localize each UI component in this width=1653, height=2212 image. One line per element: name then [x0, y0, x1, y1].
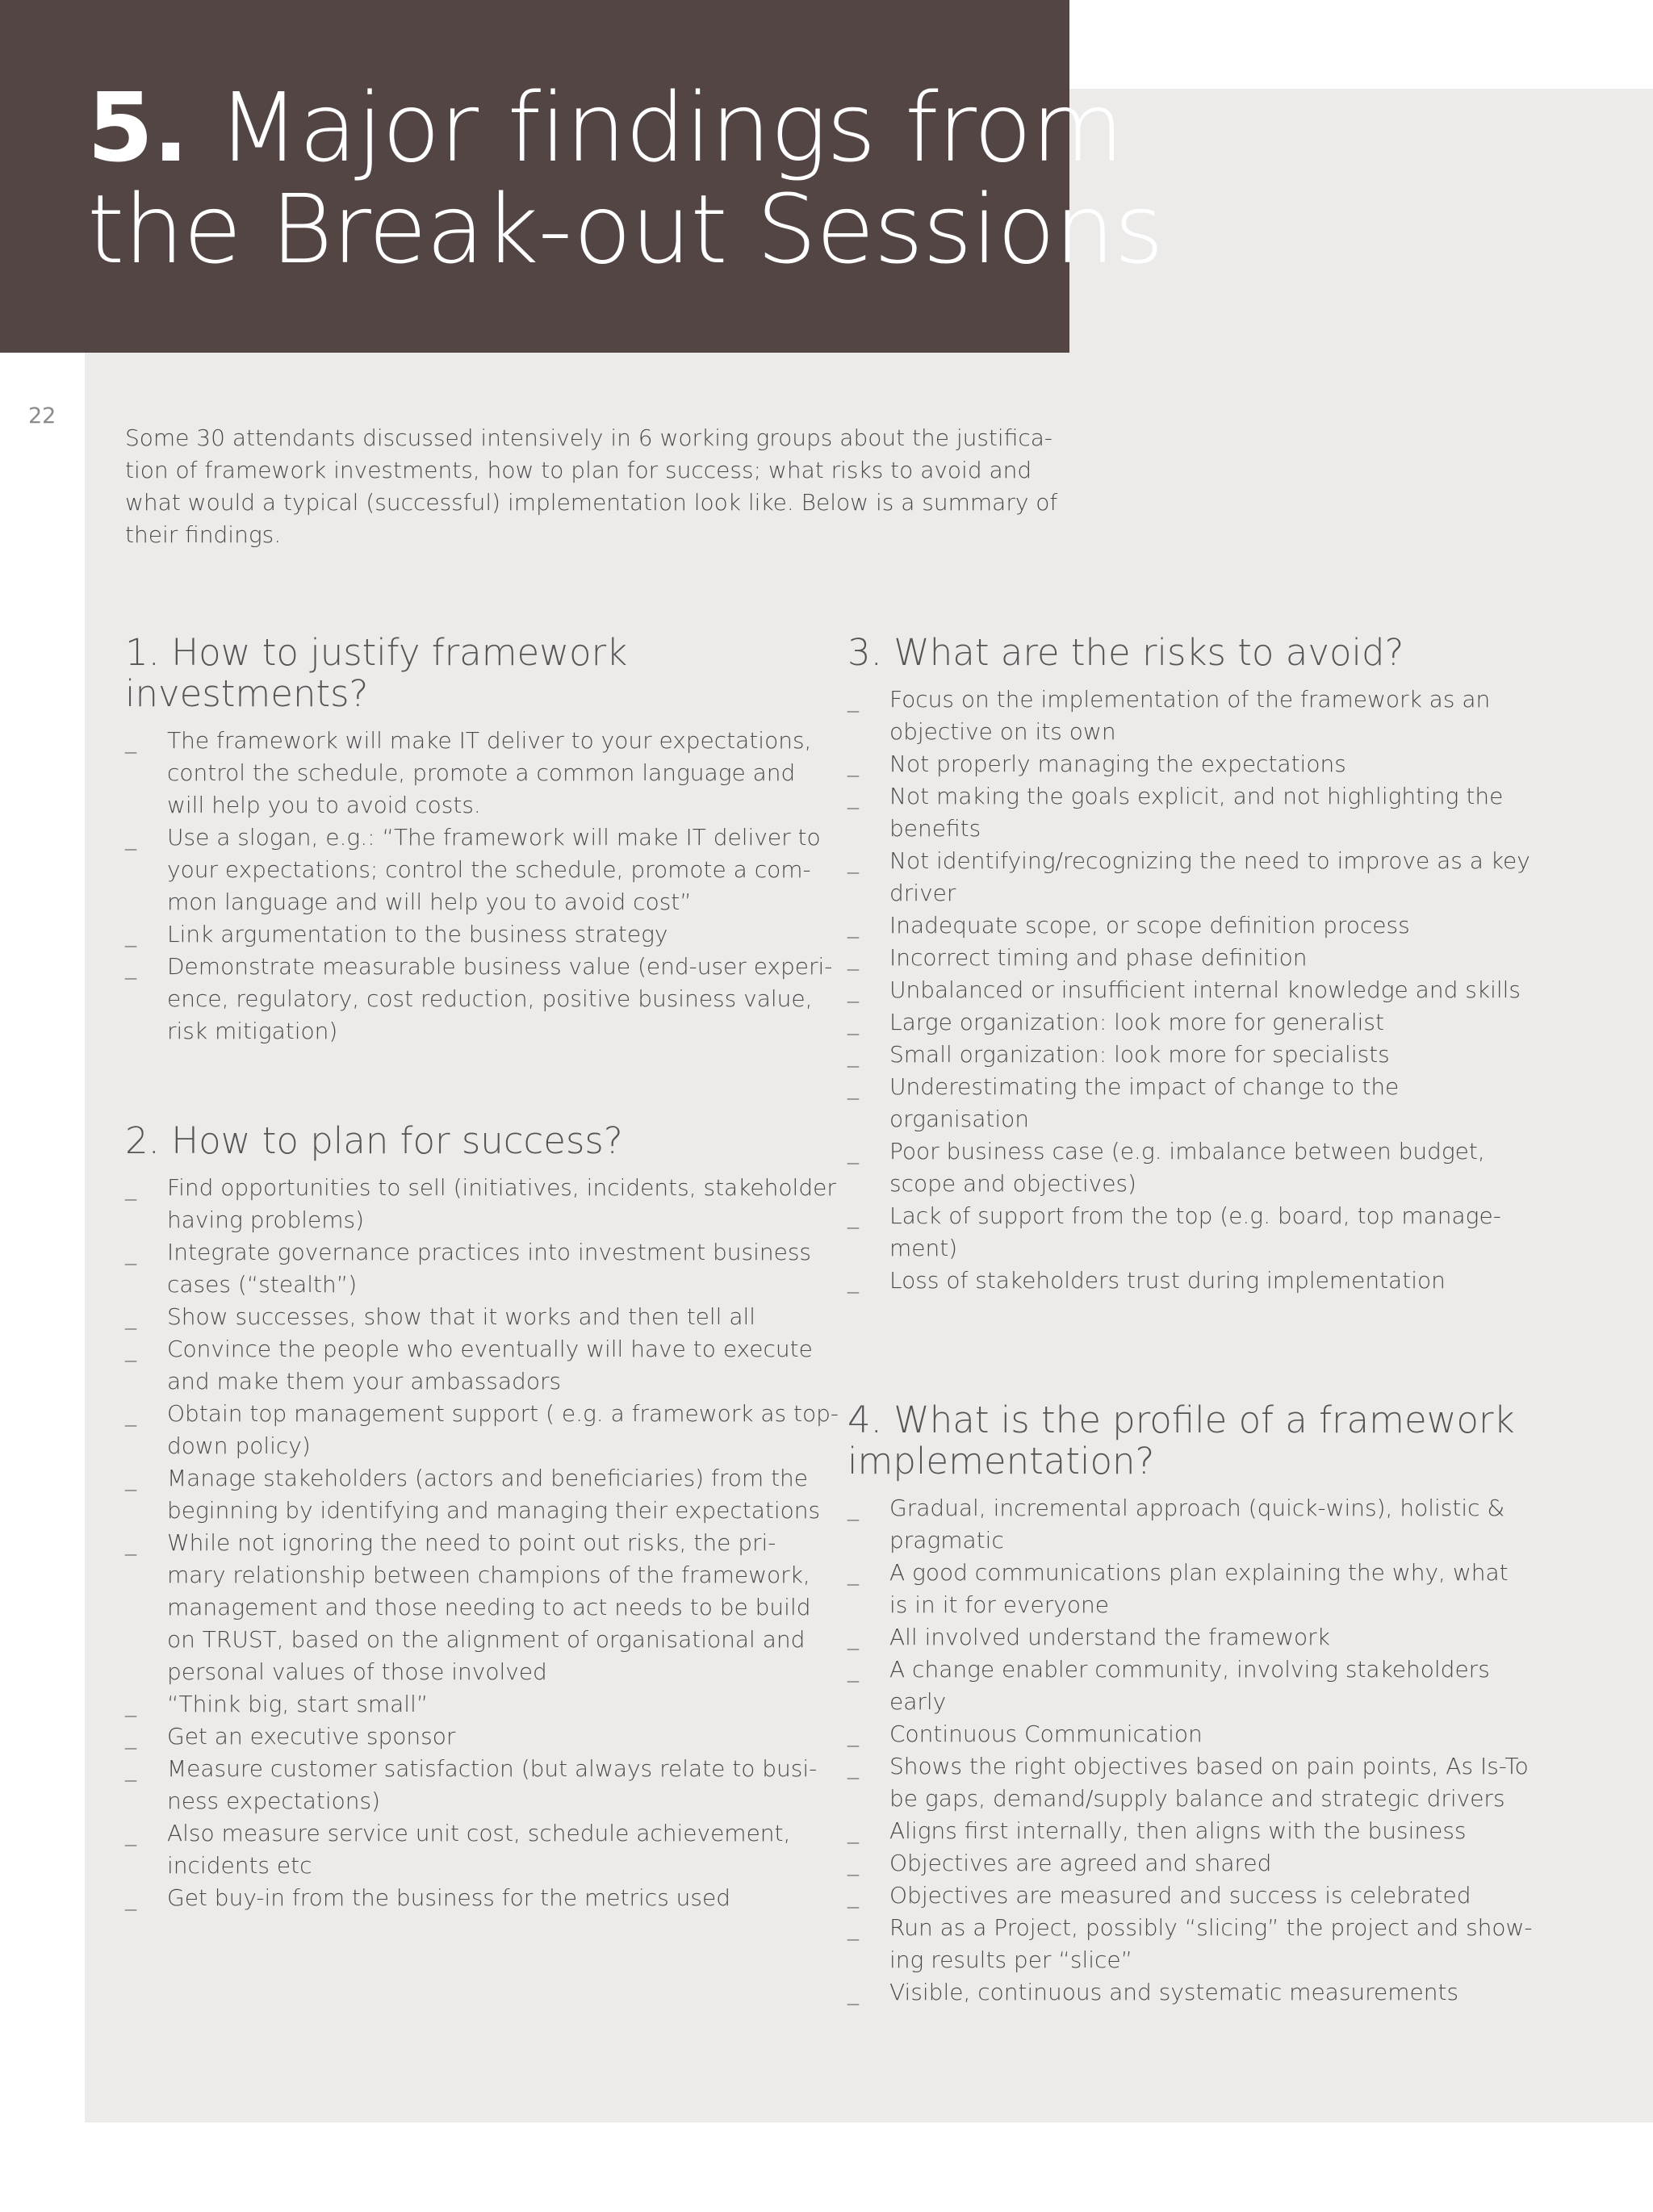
bullet-dash: _ — [847, 1559, 859, 1586]
bullet-dash: _ — [125, 1884, 136, 1911]
list-item-line: benefits — [889, 815, 981, 842]
section-risks-to-avoid — [847, 632, 1574, 1297]
bullet-dash: _ — [847, 1202, 859, 1229]
section-heading — [125, 1120, 827, 1161]
list-item — [847, 684, 1574, 748]
list-item-line: Aligns first internally, then aligns with the business — [889, 1817, 1467, 1844]
list-item-line: Focus on the implementation of the framework as an — [889, 686, 1491, 713]
list-item-line: beginning by identifying and managing their expectations — [167, 1497, 821, 1524]
bullet-dash: _ — [847, 1041, 859, 1068]
list-item-line: Manage stakeholders (actors and beneficiaries) from the — [167, 1465, 809, 1491]
list-item-line: on TRUST, based on the alignment of organisational and — [167, 1626, 806, 1653]
list-item-line: management and those needing to act needs to be build — [167, 1594, 811, 1620]
section-implementation-profile — [847, 1399, 1574, 2009]
list-item — [125, 822, 827, 918]
list-item — [125, 918, 827, 951]
bullet-dash: _ — [847, 847, 859, 874]
bullet-dash: _ — [847, 686, 859, 713]
list-item-line: A change enabler community, involving stakeholders — [889, 1656, 1490, 1683]
bullet-dash: _ — [847, 1009, 859, 1035]
list-item-line: Incorrect timing and phase definition — [889, 944, 1308, 971]
section-heading — [847, 1399, 1574, 1482]
list-item — [125, 1172, 836, 1236]
list-item — [125, 951, 833, 1047]
bullet-dash: _ — [125, 1303, 136, 1330]
bullet-dash: _ — [847, 1267, 859, 1294]
list-item-line: Get an executive sponsor — [167, 1723, 456, 1750]
list-item-line: having problems) — [167, 1206, 365, 1233]
list-item — [125, 1398, 839, 1462]
list-item — [847, 1621, 1574, 1654]
section-heading-line: 2. How to plan for success? — [125, 1119, 623, 1162]
list-item-line: is in it for everyone — [889, 1591, 1109, 1618]
list-item — [847, 1750, 1574, 1815]
list-item — [847, 1976, 1574, 2009]
bullet-dash: _ — [847, 1979, 859, 2005]
list-item-line: Visible, continuous and systematic measurements — [889, 1979, 1459, 2005]
list-item — [847, 1847, 1574, 1880]
intro-paragraph — [125, 422, 1058, 551]
list-item — [847, 1200, 1574, 1265]
list-item-line: Measure customer satisfaction (but always relate to busi- — [167, 1755, 818, 1782]
list-item-line: Large organization: look more for generalist — [889, 1009, 1384, 1035]
page-number: 22 — [28, 404, 56, 429]
intro-line: tion of framework investments, how to plan for success; what risks to avoid and — [125, 457, 1032, 483]
list-item-line: All involved understand the framework — [889, 1624, 1330, 1650]
section-heading-line: investments? — [125, 672, 369, 715]
intro-line: what would a typical (successful) implementation look like. Below is a summary of — [125, 489, 1058, 516]
intro-line: Some 30 attendants discussed intensively in 6 working groups about the justifica- — [125, 424, 1052, 451]
list-item-line: Underestimating the impact of change to the — [889, 1073, 1400, 1100]
bullet-dash: _ — [847, 783, 859, 809]
list-item-line: Poor business case (e.g. imbalance between budget, — [889, 1138, 1485, 1165]
list-item-line: While not ignoring the need to point out risks, the pri- — [167, 1529, 776, 1556]
list-item-line: mary relationship between champions of the framework, — [167, 1562, 810, 1588]
bullet-list — [125, 1172, 839, 1914]
list-item-line: ence, regulatory, cost reduction, positive business value, — [167, 985, 813, 1012]
section-heading-line: 1. How to justify framework — [125, 631, 628, 674]
list-item-line: Integrate governance practices into investment business — [167, 1239, 811, 1265]
bullet-dash: _ — [125, 921, 136, 947]
list-item — [847, 909, 1574, 942]
list-item-line: “Think big, start small” — [167, 1691, 429, 1717]
list-item — [847, 1135, 1574, 1200]
list-item-line: Use a slogan, e.g.: “The framework will make IT deliver to — [167, 824, 821, 851]
bullet-dash: _ — [125, 1400, 136, 1427]
list-item — [847, 1039, 1574, 1071]
list-item-line: down policy) — [167, 1432, 311, 1459]
list-item — [847, 1265, 1574, 1297]
section-heading — [125, 632, 827, 714]
list-item-line: The framework will make IT deliver to your expectations, — [167, 727, 812, 754]
title-line: the Break-out Sessions — [87, 174, 1163, 285]
title-banner — [0, 0, 1163, 353]
list-item — [125, 1236, 827, 1301]
intro-line: their findings. — [125, 521, 282, 548]
list-item — [125, 1753, 827, 1817]
list-item-line: Shows the right objectives based on pain points, As Is-To — [889, 1753, 1529, 1779]
list-item — [847, 845, 1574, 909]
list-item-line: ment) — [889, 1235, 958, 1261]
bullet-list — [125, 725, 833, 1047]
list-item-line: Objectives are measured and success is celebrated — [889, 1882, 1471, 1909]
list-item — [847, 1071, 1574, 1135]
bullet-dash: _ — [125, 953, 136, 980]
list-item — [125, 1301, 827, 1333]
list-item-line: Also measure service unit cost, schedule achievement, — [167, 1820, 791, 1846]
list-item — [125, 725, 827, 822]
list-item-line: Demonstrate measurable business value (end-user experi- — [167, 953, 833, 980]
list-item-line: cases (“stealth”) — [167, 1271, 358, 1298]
list-item-line: Convince the people who eventually will have to execute — [167, 1336, 813, 1362]
list-item-line: control the schedule, promote a common language and — [167, 759, 796, 786]
bullet-dash: _ — [847, 1882, 859, 1909]
list-item — [847, 1880, 1574, 1912]
list-item-line: Lack of support from the top (e.g. board, top manage- — [889, 1202, 1501, 1229]
list-item — [125, 1333, 827, 1398]
list-item-line: driver — [889, 880, 956, 906]
bullet-dash: _ — [847, 1850, 859, 1876]
list-item — [847, 1654, 1574, 1718]
list-item-line: Continuous Communication — [889, 1721, 1203, 1747]
list-item-line: early — [889, 1688, 947, 1715]
bullet-dash: _ — [847, 1721, 859, 1747]
list-item — [125, 1721, 827, 1753]
list-item-line: Show successes, show that it works and then tell all — [167, 1303, 756, 1330]
list-item-line: Link argumentation to the business strategy — [167, 921, 668, 947]
list-item-line: be gaps, demand/supply balance and strategic drivers — [889, 1785, 1505, 1812]
list-item-line: pragmatic — [889, 1527, 1004, 1553]
section-heading-line: implementation? — [847, 1440, 1155, 1482]
title-line — [87, 72, 1163, 183]
bullet-dash: _ — [847, 1624, 859, 1650]
bullet-dash: _ — [125, 1239, 136, 1265]
title-text: Major findings from — [217, 72, 1124, 183]
bullet-dash: _ — [125, 1174, 136, 1201]
section-heading-line: 3. What are the risks to avoid? — [847, 631, 1404, 674]
bullet-dash: _ — [847, 912, 859, 939]
bullet-dash: _ — [847, 1495, 859, 1521]
list-item-line: ness expectations) — [167, 1788, 381, 1814]
list-item-line: Obtain top management support ( e.g. a framework as top- — [167, 1400, 839, 1427]
list-item — [847, 942, 1574, 974]
list-item-line: Loss of stakeholders trust during implementation — [889, 1267, 1446, 1294]
list-item-line: will help you to avoid costs. — [167, 792, 481, 818]
bullet-list — [847, 1492, 1574, 2009]
list-item — [125, 1688, 827, 1721]
section-plan-for-success — [125, 1119, 839, 1914]
list-item-line: organisation — [889, 1106, 1030, 1132]
list-item — [847, 1492, 1574, 1557]
list-item-line: Run as a Project, possibly “slicing” the project and show- — [889, 1914, 1533, 1941]
bullet-list — [847, 684, 1574, 1297]
list-item-line: Small organization: look more for specialists — [889, 1041, 1390, 1068]
list-item-line: Get buy-in from the business for the metrics used — [167, 1884, 731, 1911]
list-item-line: Gradual, incremental approach (quick-wins), holistic & — [889, 1495, 1505, 1521]
bullet-dash: _ — [847, 1914, 859, 1941]
list-item — [125, 1817, 827, 1882]
list-item-line: A good communications plan explaining the why, what — [889, 1559, 1509, 1586]
list-item — [847, 780, 1574, 845]
list-item-line: and make them your ambassadors — [167, 1368, 562, 1395]
bullet-dash: _ — [125, 824, 136, 851]
list-item-line: personal values of those involved — [167, 1658, 547, 1685]
list-item-line: objective on its own — [889, 718, 1116, 745]
section-justify-investments — [125, 631, 833, 1047]
list-item — [847, 748, 1574, 780]
list-item-line: ing results per “slice” — [889, 1946, 1133, 1973]
section-heading — [847, 632, 1574, 673]
list-item — [125, 1882, 827, 1914]
bullet-dash: _ — [847, 1753, 859, 1779]
list-item — [847, 1718, 1574, 1750]
list-item — [125, 1462, 827, 1527]
bullet-dash: _ — [847, 1817, 859, 1844]
bullet-dash: _ — [847, 976, 859, 1003]
bullet-dash: _ — [847, 1073, 859, 1100]
list-item — [847, 1912, 1574, 1976]
bullet-dash: _ — [125, 1755, 136, 1782]
bullet-dash: _ — [847, 944, 859, 971]
list-item-line: incidents etc — [167, 1852, 312, 1879]
bullet-dash: _ — [125, 1691, 136, 1717]
list-item-line: Inadequate scope, or scope definition process — [889, 912, 1410, 939]
list-item-line: Not identifying/recognizing the need to improve as a key — [889, 847, 1530, 874]
section-heading-line: 4. What is the profile of a framework — [847, 1399, 1515, 1441]
list-item-line: Find opportunities to sell (initiatives, incidents, stakeholder — [167, 1174, 836, 1201]
list-item-line: Not properly managing the expectations — [889, 751, 1346, 777]
list-item-line: mon language and will help you to avoid cost” — [167, 889, 692, 915]
list-item — [125, 1527, 827, 1688]
chapter-number: 5. — [87, 72, 188, 183]
bullet-dash: _ — [125, 727, 136, 754]
list-item — [847, 1006, 1574, 1039]
list-item-line: Objectives are agreed and shared — [889, 1850, 1272, 1876]
list-item-line: your expectations; control the schedule, promote a com- — [167, 856, 811, 883]
bullet-dash: _ — [847, 751, 859, 777]
bullet-dash: _ — [125, 1465, 136, 1491]
list-item-line: Not making the goals explicit, and not highlighting the — [889, 783, 1504, 809]
list-item-line: risk mitigation) — [167, 1018, 338, 1044]
bullet-dash: _ — [125, 1723, 136, 1750]
list-item-line: scope and objectives) — [889, 1170, 1136, 1197]
page-title — [87, 72, 1163, 285]
bullet-dash: _ — [125, 1336, 136, 1362]
list-item-line: Unbalanced or insufficient internal knowledge and skills — [889, 976, 1521, 1003]
bullet-dash: _ — [125, 1820, 136, 1846]
list-item — [847, 1815, 1574, 1847]
bullet-dash: _ — [847, 1138, 859, 1165]
bullet-dash: _ — [847, 1656, 859, 1683]
list-item — [847, 1557, 1574, 1621]
list-item — [847, 974, 1574, 1006]
bullet-dash: _ — [125, 1529, 136, 1556]
